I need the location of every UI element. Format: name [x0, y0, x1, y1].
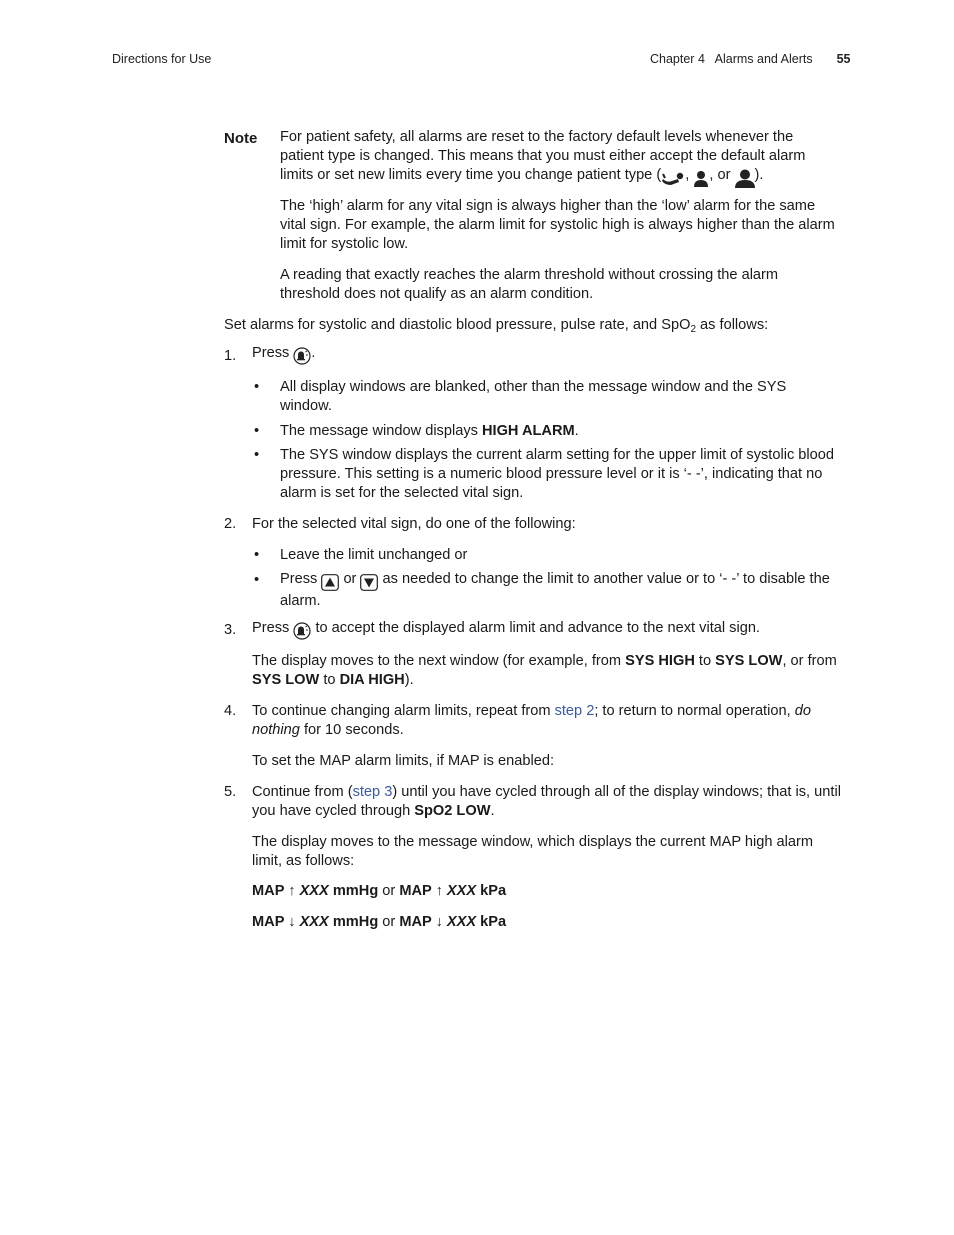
- step-4-number: 4.: [224, 703, 237, 719]
- intro-paragraph: Set alarms for systolic and diastolic blood pressure, pulse rate, and SpO$_2$ as follows:: [224, 317, 769, 335]
- step-2-link[interactable]: step 2: [554, 703, 595, 719]
- step-3-link[interactable]: step 3: [352, 784, 393, 800]
- step-3-paragraph: The display moves to the next window (for example, from SYS HIGH to SYS LOW, or from SYS LOW to DIA HIGH).: [252, 653, 837, 688]
- chapter-title: Chapter 4 Alarms and Alerts: [650, 52, 813, 66]
- step-5-paragraph: The display moves to the message window, which displays the current MAP high alarm limit, as follows:: [252, 834, 814, 869]
- bullet-dot: •: [254, 423, 260, 439]
- bullet-dot: •: [254, 547, 260, 563]
- step-1-text: Press .: [252, 344, 315, 366]
- pediatric-icon: [693, 169, 709, 188]
- bullet-dot: •: [254, 379, 260, 395]
- step-2-bullet-2: Press or as needed to change the limit to another value or to ‘- -’ to disable the alarm.: [280, 571, 830, 609]
- bullet-dot: •: [254, 572, 260, 588]
- note-paragraph-1: For patient safety, all alarms are reset to the factory default levels whenever the patient type is changed. This means that you must either accept the default alarm limits or set new limits every time you change patient type ( , , or ).: [280, 128, 840, 188]
- running-header-right: [650, 52, 851, 66]
- page-number: 55: [836, 52, 851, 66]
- note-paragraph-2: The ‘high’ alarm for any vital sign is always higher than the ‘low’ alarm for the same vital sign. For example, the alarm limit for systolic high is always higher than the alarm limit for systolic low.: [280, 198, 835, 252]
- map-low-line: MAP ↓ XXX mmHg or MAP ↓ XXX kPa: [252, 914, 507, 930]
- map-enable-note: To set the MAP alarm limits, if MAP is enabled:: [252, 753, 554, 769]
- step-3-text: Press to accept the displayed alarm limit and advance to the next vital sign.: [252, 619, 852, 641]
- step-5-text: Continue from (step 3) until you have cycled through all of the display windows; that is, until you have cycled through SpO2 LOW.: [252, 784, 841, 819]
- step-1-bullet-3: The SYS window displays the current alarm setting for the upper limit of systolic blood pressure. This setting is a numeric blood pressure level or it is ‘- -’, indicating that no alarm is set for the selected vital sign.: [280, 447, 835, 501]
- step-1-bullet-2: The message window displays HIGH ALARM.: [280, 423, 579, 439]
- running-header-left: Directions for Use: [112, 52, 212, 66]
- map-high-line: MAP ↑ XXX mmHg or MAP ↑ XXX kPa: [252, 883, 507, 899]
- adult-icon: [735, 169, 755, 188]
- step-2-number: 2.: [224, 516, 237, 532]
- note-label: Note: [224, 130, 258, 147]
- step-1-number: 1.: [224, 348, 237, 364]
- down-arrow-button-icon: [360, 573, 378, 592]
- alarm-button-icon: [293, 622, 311, 641]
- neonate-icon: [661, 169, 685, 188]
- step-1-bullet-1: All display windows are blanked, other than the message window and the SYS window.: [280, 379, 787, 414]
- step-3-number: 3.: [224, 622, 237, 638]
- step-2-bullet-1: Leave the limit unchanged or: [280, 547, 468, 563]
- alarm-button-icon: [293, 347, 311, 366]
- step-4-text: To continue changing alarm limits, repeat from step 2; to return to normal operation, do nothing for 10 seconds.: [252, 703, 811, 738]
- step-2-text: For the selected vital sign, do one of the following:: [252, 516, 576, 532]
- step-5-number: 5.: [224, 784, 237, 800]
- note-paragraph-3: A reading that exactly reaches the alarm threshold without crossing the alarm threshold does not qualify as an alarm condition.: [280, 267, 779, 302]
- up-arrow-button-icon: [321, 573, 339, 592]
- bullet-dot: •: [254, 447, 260, 463]
